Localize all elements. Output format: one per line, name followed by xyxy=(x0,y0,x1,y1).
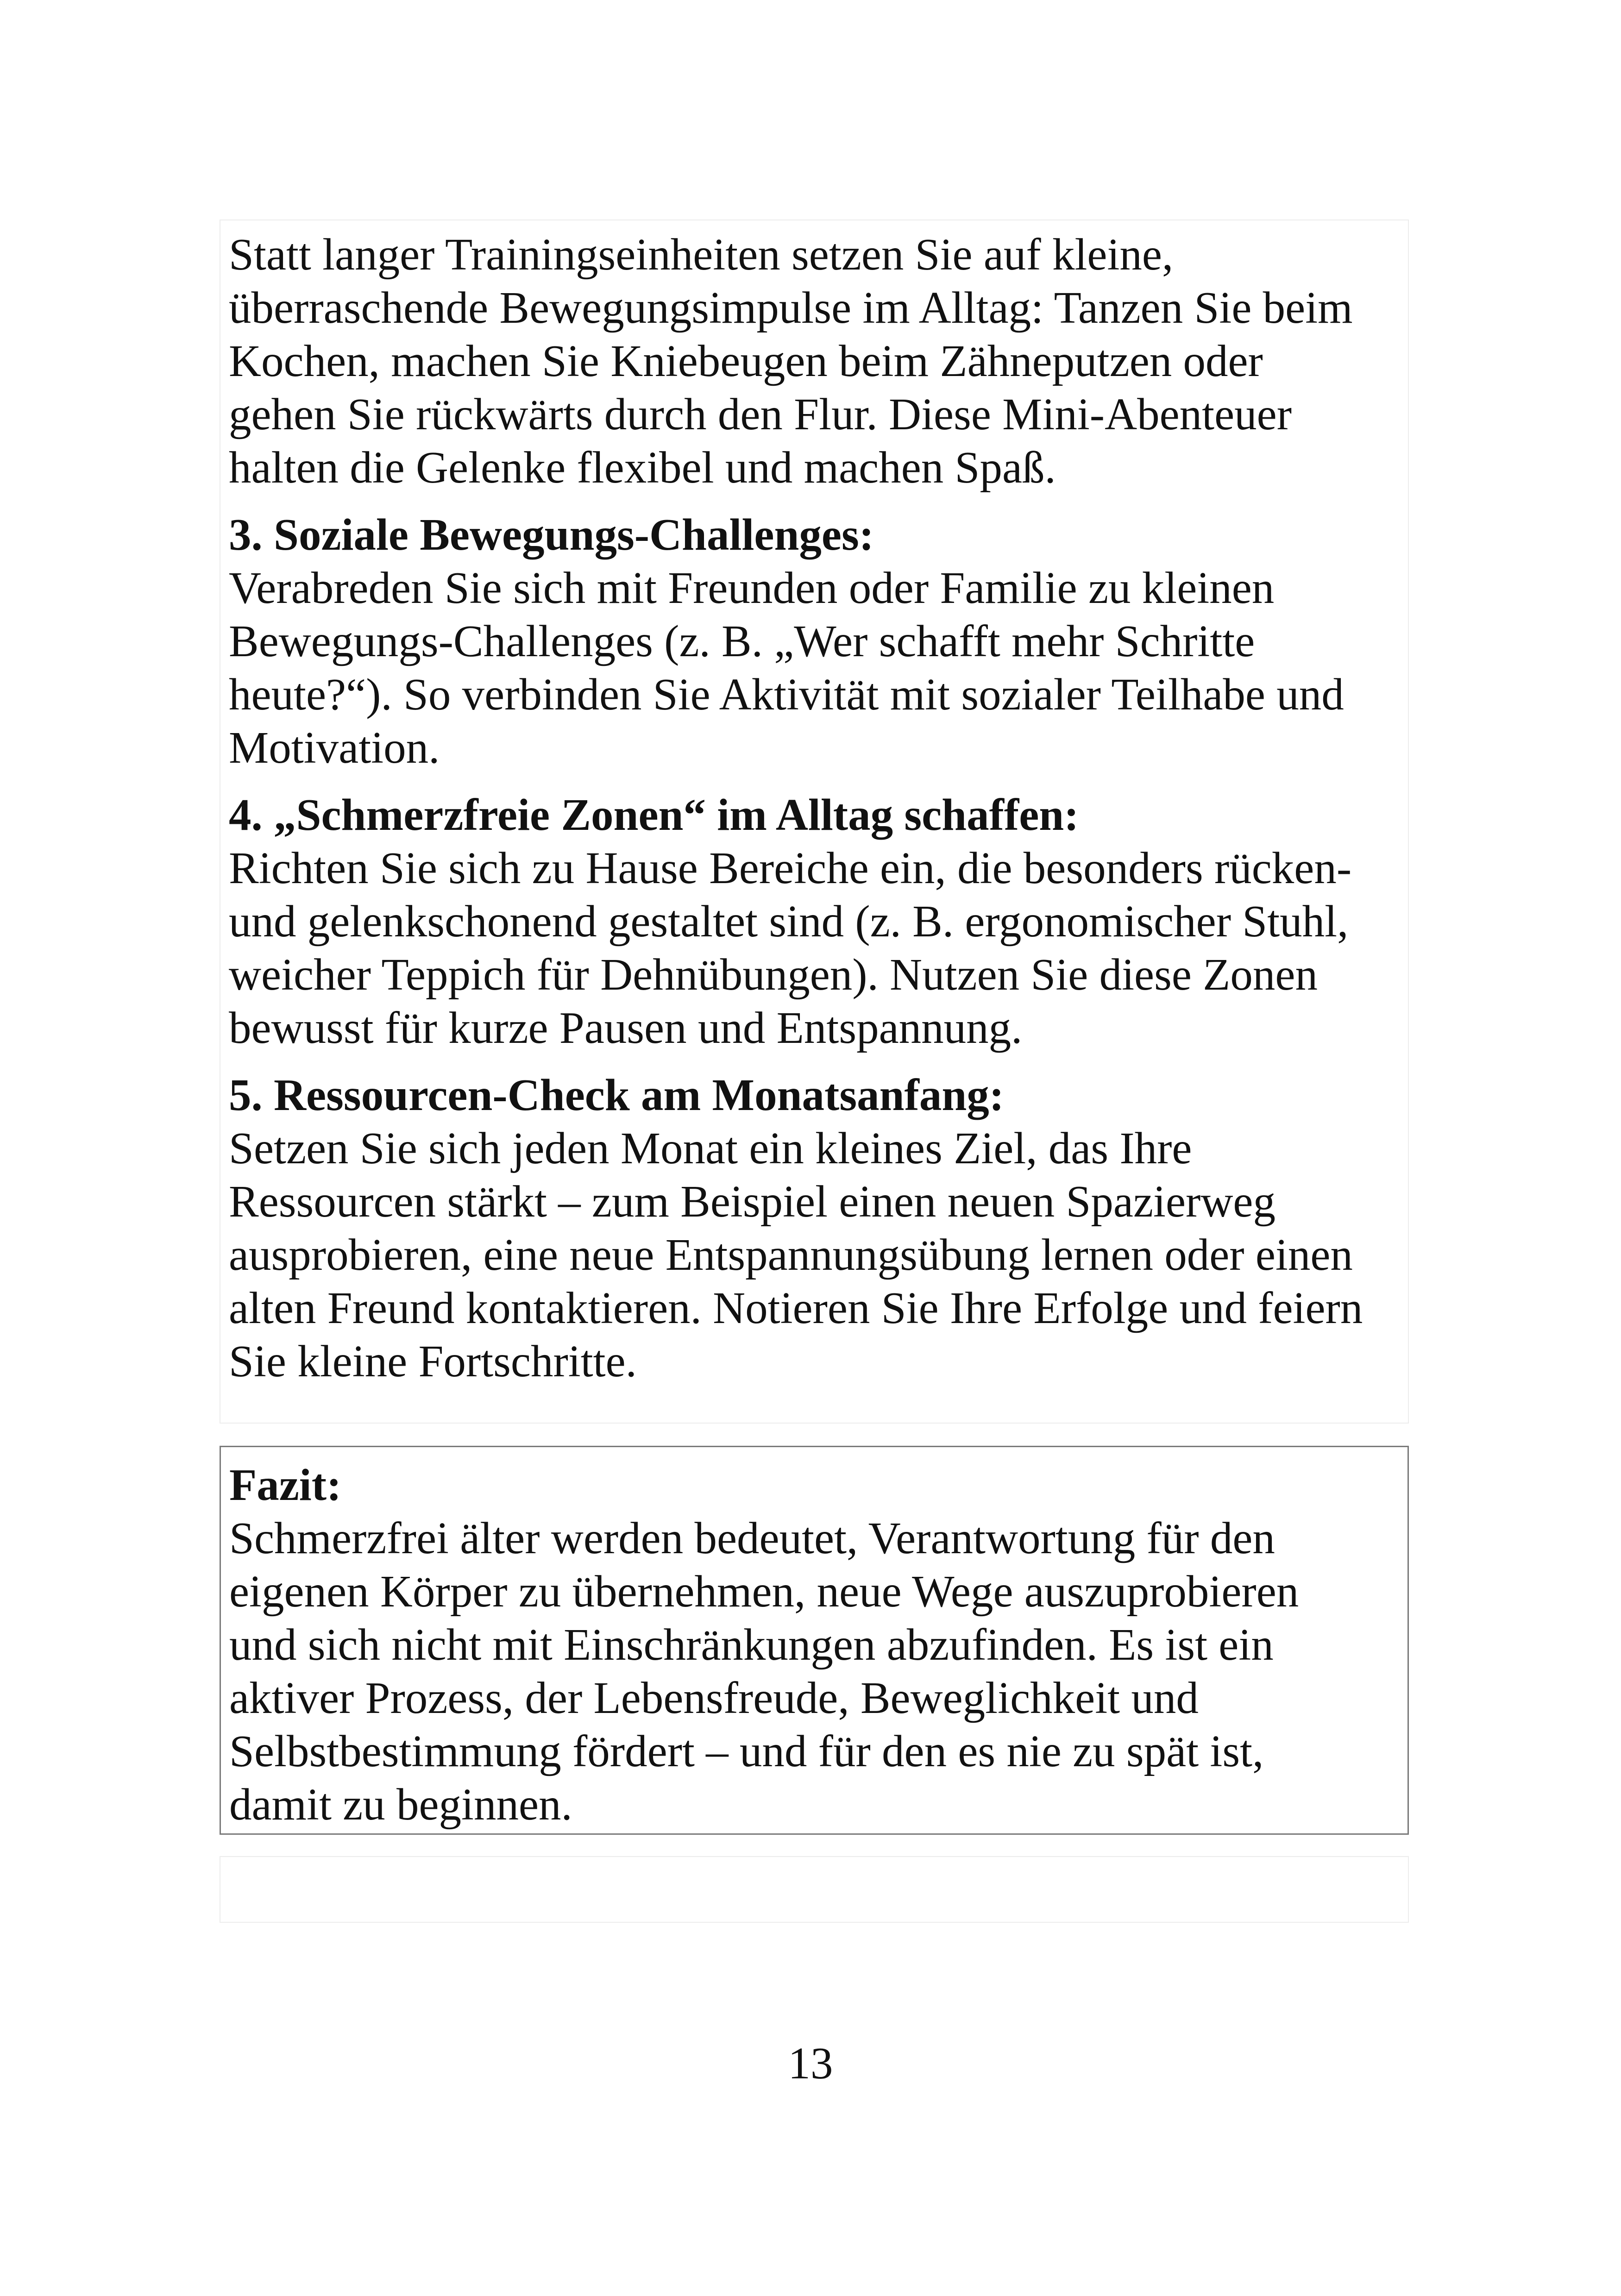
fazit-heading: Fazit: xyxy=(229,1460,342,1510)
text-line: Statt langer Trainingseinheiten setzen Sie auf kleine, xyxy=(229,230,1174,279)
empty-box xyxy=(220,1856,1409,1923)
section-heading: 3. Soziale Bewegungs-Challenges: xyxy=(229,510,874,559)
text-line: bewusst für kurze Pausen und Entspannung. xyxy=(229,1003,1023,1053)
text-line: eigenen Körper zu übernehmen, neue Wege auszuprobieren xyxy=(229,1567,1299,1616)
text-line: halten die Gelenke flexibel und machen Spaß. xyxy=(229,443,1056,492)
section-4 xyxy=(229,788,1400,1054)
fazit-box xyxy=(220,1446,1409,1835)
text-line: Richten Sie sich zu Hause Bereiche ein, die besonders rücken- xyxy=(229,843,1352,893)
text-line: Schmerzfrei älter werden bedeutet, Verantwortung für den xyxy=(229,1513,1275,1563)
text-line: Verabreden Sie sich mit Freunden oder Familie zu kleinen xyxy=(229,563,1275,613)
text-line: Motivation. xyxy=(229,723,440,772)
text-line: ausprobieren, eine neue Entspannungsübung lernen oder einen xyxy=(229,1230,1353,1280)
main-text-box xyxy=(220,220,1409,1424)
text-line: alten Freund kontaktieren. Notieren Sie Ihre Erfolge und feiern xyxy=(229,1283,1363,1333)
text-line: Kochen, machen Sie Kniebeugen beim Zähneputzen oder xyxy=(229,336,1263,386)
page-number: 13 xyxy=(788,2039,833,2088)
text-line: und sich nicht mit Einschränkungen abzufinden. Es ist ein xyxy=(229,1620,1274,1669)
text-line: Selbstbestimmung fördert – und für den es nie zu spät ist, xyxy=(229,1726,1264,1776)
text-line: Setzen Sie sich jeden Monat ein kleines Ziel, das Ihre xyxy=(229,1123,1192,1173)
text-line: gehen Sie rückwärts durch den Flur. Diese Mini-Abenteuer xyxy=(229,389,1292,439)
text-line: Ressourcen stärkt – zum Beispiel einen neuen Spazierweg xyxy=(229,1177,1275,1226)
intro-paragraph xyxy=(229,228,1400,494)
text-line: damit zu beginnen. xyxy=(229,1780,572,1829)
text-line: Sie kleine Fortschritte. xyxy=(229,1336,637,1386)
text-line: Bewegungs-Challenges (z. B. „Wer schafft mehr Schritte xyxy=(229,616,1255,666)
text-line: überraschende Bewegungsimpulse im Alltag: Tanzen Sie beim xyxy=(229,283,1353,332)
text-line: aktiver Prozess, der Lebensfreude, Beweglichkeit und xyxy=(229,1673,1199,1723)
section-5 xyxy=(229,1068,1400,1388)
section-heading: 5. Ressourcen-Check am Monatsanfang: xyxy=(229,1070,1005,1120)
section-3 xyxy=(229,508,1400,774)
text-line: weicher Teppich für Dehnübungen). Nutzen Sie diese Zonen xyxy=(229,950,1318,999)
section-heading: 4. „Schmerzfreie Zonen“ im Alltag schaffen: xyxy=(229,790,1079,840)
text-line: heute?“). So verbinden Sie Aktivität mit sozialer Teilhabe und xyxy=(229,670,1344,719)
text-line: und gelenkschonend gestaltet sind (z. B. ergonomischer Stuhl, xyxy=(229,897,1349,946)
